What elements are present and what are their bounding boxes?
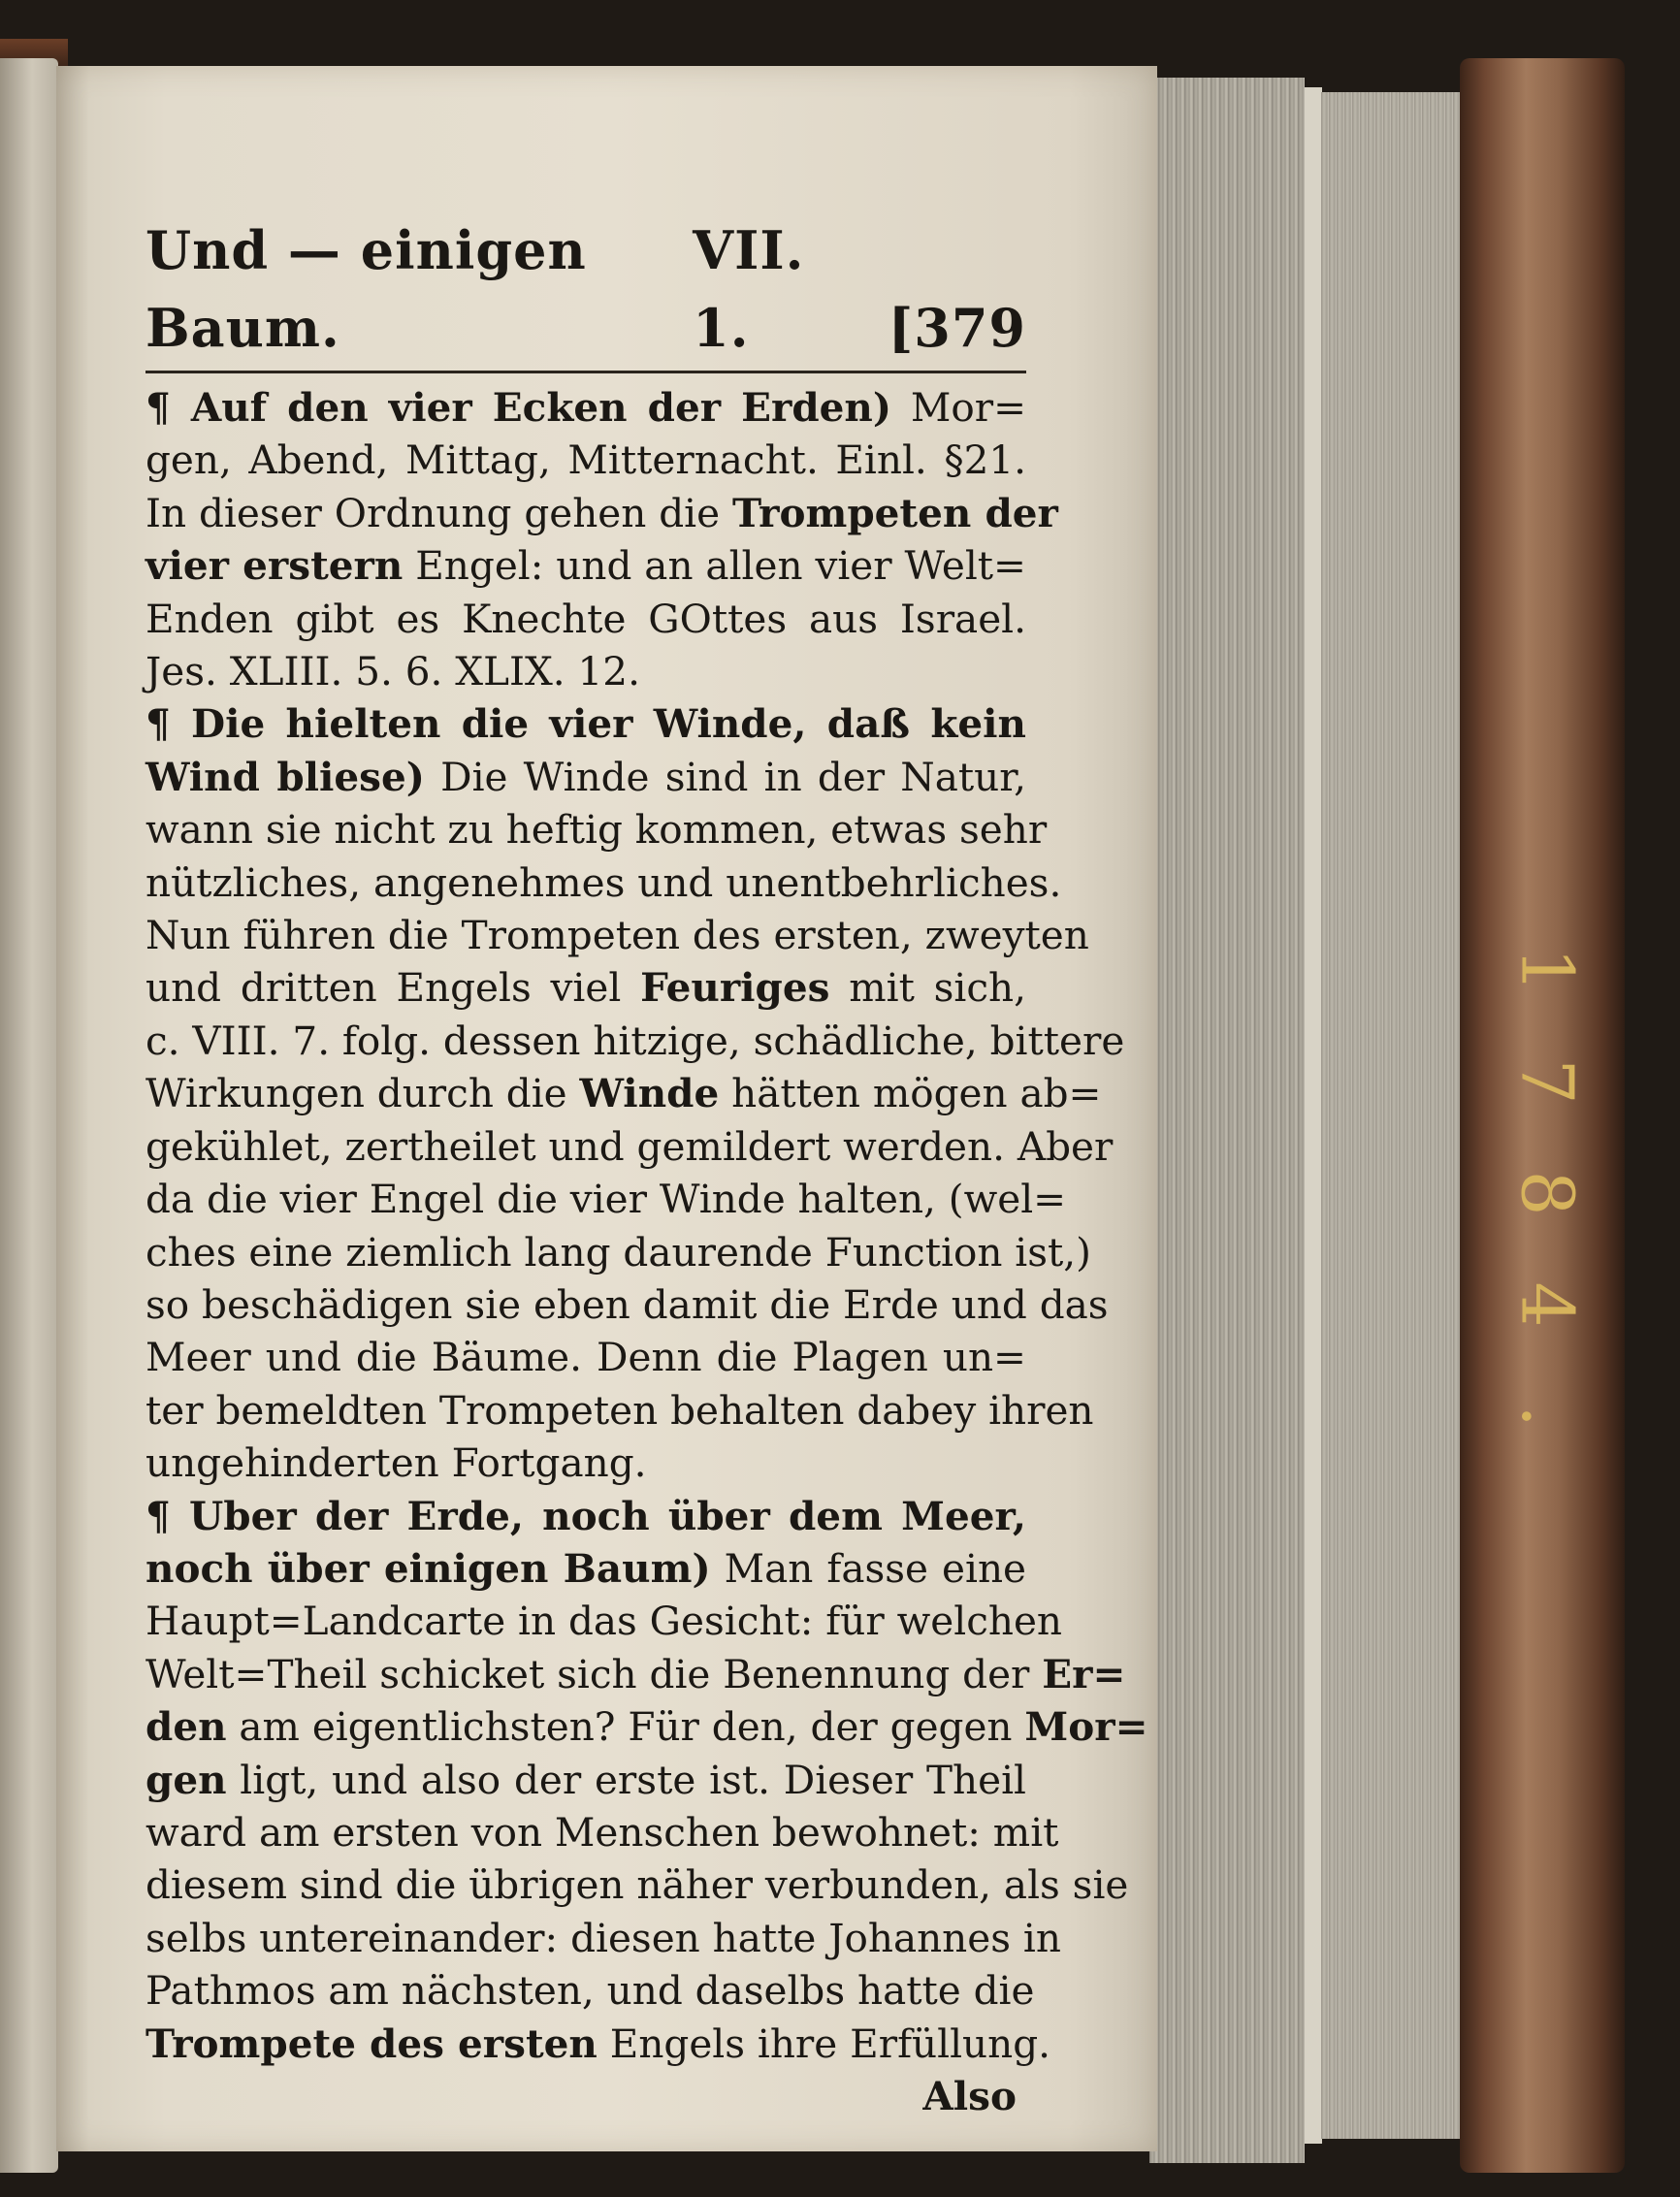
text-line xyxy=(145,697,1026,750)
line-text: nützliches, angenehmes und unentbehrliches. xyxy=(145,858,1062,906)
text-line xyxy=(145,1595,1063,1647)
lemma-text: Feuriges xyxy=(640,964,830,1012)
lemma-text: Er= xyxy=(1042,1650,1126,1697)
line-text: ligt, und also der erste ist. Dieser Theil xyxy=(226,1756,1026,1803)
page-block-edge xyxy=(1321,92,1467,2139)
spine-digit: . xyxy=(1505,1405,1589,1428)
text-line xyxy=(145,1964,1035,2017)
text-line xyxy=(145,1384,1094,1437)
text-line xyxy=(145,381,1026,434)
running-head-title: Und — einigen Baum. xyxy=(145,219,587,359)
line-text: Engel: und an allen vier Welt= xyxy=(403,542,1026,590)
paragraph xyxy=(145,1490,1148,2070)
header-rule xyxy=(145,371,1026,373)
line-text: Jes. XLIII. 5. 6. XLIX. 12. xyxy=(145,648,640,695)
line-text: Mor= xyxy=(891,384,1026,431)
text-line xyxy=(145,487,1058,539)
spine-year xyxy=(1505,931,1589,1455)
line-text: Meer und die Bäume. Denn die Plagen un= xyxy=(145,1334,1026,1381)
line-text: Nun führen die Trompeten des ersten, zweyten xyxy=(145,912,1089,959)
line-text: Die Winde sind in der Natur, xyxy=(424,753,1026,800)
lemma-text: den xyxy=(145,1703,227,1751)
text-line xyxy=(145,751,1026,803)
left-facing-page xyxy=(0,58,58,2173)
spine-digit: 7 xyxy=(1505,1058,1589,1105)
book-page xyxy=(56,66,1157,2151)
line-text: diesem sind die übrigen näher verbunden, als sie xyxy=(145,1861,1129,1909)
catchword: Also xyxy=(922,2073,1017,2119)
lemma-text: ¶ Auf den vier Ecken der Erden) xyxy=(145,384,892,431)
lemma-text: Trompeten der xyxy=(731,489,1058,536)
text-line xyxy=(145,1173,1067,1225)
text-line xyxy=(145,803,1048,856)
fore-edge-highlight xyxy=(1305,87,1322,2144)
line-text: am eigentlichsten? Für den, der gegen xyxy=(226,1703,1025,1751)
text-line xyxy=(145,1754,1026,1806)
text-line xyxy=(145,2018,1051,2070)
line-text: da die vier Engel die vier Winde halten, (wel= xyxy=(145,1176,1067,1223)
line-text: ter bemeldten Trompeten behalten dabey ihren xyxy=(145,1386,1094,1434)
line-text: Welt=Theil schicket sich die Benennung der xyxy=(145,1650,1043,1697)
line-text: Engels ihre Erfüllung. xyxy=(597,2019,1051,2067)
spine-digit: 1 xyxy=(1505,947,1589,993)
text-line xyxy=(145,1278,1109,1331)
text-line xyxy=(145,1542,1026,1595)
lemma-text: ¶ Die hielten die vier Winde, daß kein xyxy=(145,700,1026,748)
line-text: ungehinderten Fortgang. xyxy=(145,1439,647,1487)
text-line xyxy=(145,1700,1148,1753)
line-text: so beschädigen sie eben damit die Erde und das xyxy=(145,1280,1109,1328)
page-number: [379 xyxy=(888,297,1026,359)
line-text: gen, Abend, Mittag, Mitternacht. Einl. §21. xyxy=(145,436,1026,484)
text-line xyxy=(145,1912,1061,1964)
lemma-text: Mor= xyxy=(1024,1703,1148,1751)
lemma-text: Trompete des ersten xyxy=(145,2019,598,2067)
text-line xyxy=(145,1858,1129,1911)
lemma-text: gen xyxy=(145,1756,227,1803)
text-line xyxy=(145,961,1026,1014)
page-fore-edge xyxy=(1149,78,1305,2163)
line-text: gekühlet, zertheilet und gemildert werden. Aber xyxy=(145,1122,1114,1170)
text-line xyxy=(145,1490,1026,1542)
spine-digit: 8 xyxy=(1505,1170,1589,1216)
paragraph xyxy=(145,697,1125,1489)
lemma-text: noch über einigen Baum) xyxy=(145,1544,711,1592)
text-line xyxy=(145,593,1026,645)
text-line xyxy=(145,1806,1059,1858)
lemma-text: Winde xyxy=(579,1070,720,1117)
text-line xyxy=(145,909,1089,961)
line-text: Pathmos am nächsten, und daselbs hatte die xyxy=(145,1967,1035,2015)
line-text: mit sich, xyxy=(829,964,1026,1012)
line-text: ward am ersten von Menschen bewohnet: mit xyxy=(145,1808,1059,1856)
text-line xyxy=(145,1226,1091,1278)
text-line xyxy=(145,1331,1026,1383)
line-text: und dritten Engels viel xyxy=(145,964,641,1012)
lemma-text: ¶ Uber der Erde, noch über dem Meer, xyxy=(145,1492,1026,1539)
line-text: Wirkungen durch die xyxy=(145,1070,580,1117)
text-line xyxy=(145,856,1062,909)
line-text: c. VIII. 7. folg. dessen hitzige, schädliche, bittere xyxy=(145,1017,1125,1064)
text-line xyxy=(145,1015,1125,1067)
line-text: wann sie nicht zu heftig kommen, etwas sehr xyxy=(145,806,1048,854)
spine-digit: 4 xyxy=(1505,1281,1589,1328)
lemma-text: vier erstern xyxy=(145,542,404,590)
text-line xyxy=(145,539,1026,592)
line-text: Haupt=Landcarte in das Gesicht: für welchen xyxy=(145,1598,1063,1645)
text-line xyxy=(145,1120,1114,1173)
line-text: selbs untereinander: diesen hatte Johannes in xyxy=(145,1914,1061,1961)
line-text: Enden gibt es Knechte GOttes aus Israel. xyxy=(145,595,1026,642)
text-line xyxy=(145,1648,1126,1700)
line-text: ches eine ziemlich lang daurende Function ist,) xyxy=(145,1228,1091,1276)
text-line xyxy=(145,645,1026,697)
line-text: hätten mögen ab= xyxy=(719,1070,1102,1117)
body-text xyxy=(145,381,1148,2070)
text-line xyxy=(145,1067,1102,1119)
paragraph xyxy=(145,381,1058,697)
text-line xyxy=(145,434,1026,486)
text-block xyxy=(145,211,1148,2122)
running-head-reference: VII. 1. xyxy=(693,219,805,359)
text-line xyxy=(145,1437,1026,1489)
lemma-text: Wind bliese) xyxy=(145,753,425,800)
line-text: In dieser Ordnung gehen die xyxy=(145,489,732,536)
running-head xyxy=(145,211,1026,371)
line-text: Man fasse eine xyxy=(710,1544,1026,1592)
